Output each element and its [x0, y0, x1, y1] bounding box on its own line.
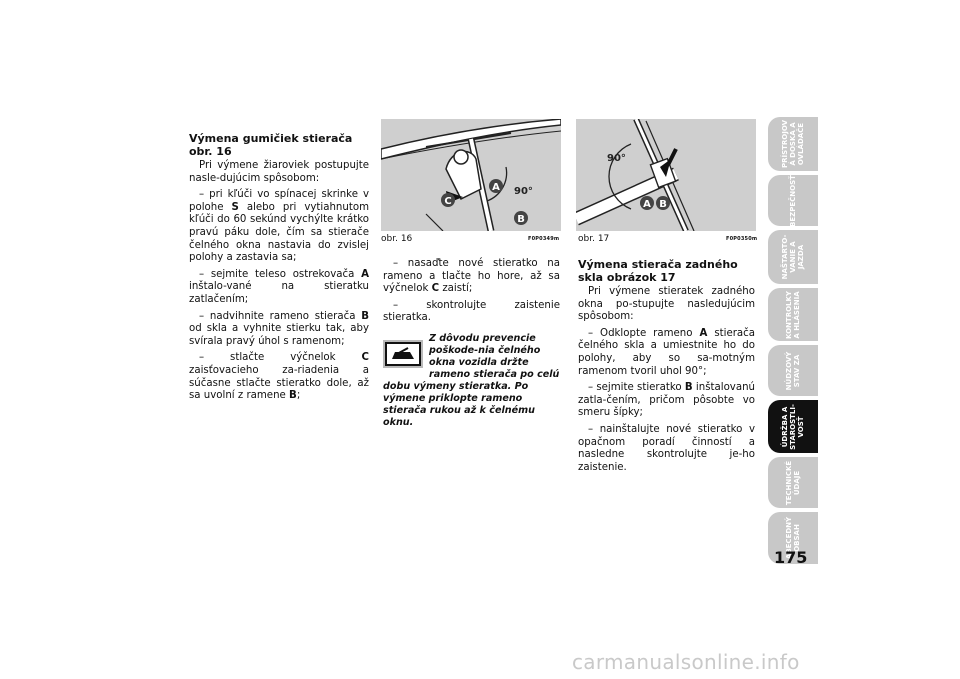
column-right: [578, 258, 755, 478]
figure-17-caption: obr. 17: [578, 234, 610, 244]
figure-17-labels: [576, 119, 756, 231]
step-paragraph: – sejmite teleso ostrekovača A inštalo-vané na stieratku zatlačením;: [189, 268, 369, 305]
column-middle: [383, 258, 560, 329]
page-number: 175: [774, 548, 808, 567]
warning-note: [383, 333, 560, 429]
tab-warning-lights[interactable]: KONTROLKY A HLÁSENIA: [768, 288, 818, 341]
tab-index[interactable]: ABECEDNÝ OBSAH: [768, 512, 818, 564]
label-a: A: [492, 182, 500, 193]
watermark: carmanualsonline.info: [572, 650, 800, 674]
tab-emergency[interactable]: NÚDZOVÝ STAV ZA: [768, 345, 818, 396]
step-paragraph: – sejmite stieratko B inštalovanú zatla-čením, pričom pôsobte vo smeru šípky;: [578, 382, 755, 419]
step-paragraph: – nadvihnite rameno stierača B od skla a vyhnite stierku tak, aby svírala pravý úhol s ramenom;: [189, 310, 369, 347]
figure-16-wiper-illustration: [381, 119, 561, 231]
label-a: A: [643, 199, 651, 210]
angle-label: 90°: [514, 186, 533, 197]
step-paragraph: – nainštalujte nové stieratko v opačnom poradí činností a nasledne skontrolujte je-ho zaistenie.: [578, 423, 755, 473]
figure-17-code: F0P0350m: [726, 236, 758, 242]
warning-text: Z dôvodu prevencie poškode-nia čelného okna vozidla držte rameno stierača po celú dobu výmeny stieratka. Po výmene priklopte rameno stierača rukou až k čelnému oknu.: [383, 333, 560, 428]
tab-dashboard-controls[interactable]: PRÍSTROJOV Á DOSKA A OVLÁDAČE: [768, 117, 818, 171]
label-b: B: [517, 214, 525, 225]
warning-car-icon: [383, 340, 423, 368]
tab-technical-data[interactable]: TECHNICKÉ ÚDAJE: [768, 457, 818, 508]
angle-label: 90°: [607, 153, 626, 164]
section-heading-rear-wiper: Výmena stierača zadného skla obrázok 17: [578, 258, 738, 284]
figure-16-code: F0P0349m: [528, 236, 560, 242]
section-heading-wiper-blades: Výmena gumičiek stierača obr. 16: [189, 132, 353, 158]
intro-paragraph: Pri výmene stieratek zadného okna po-stupujte nasledujúcim spôsobom:: [578, 286, 755, 323]
tab-safety[interactable]: BEZPEČNOSŤ: [768, 175, 818, 226]
label-c: C: [444, 196, 452, 207]
figure-16-caption: obr. 16: [381, 234, 413, 244]
tab-starting-driving[interactable]: NAŠTARTO- VANIE A JAZDA: [768, 230, 818, 284]
step-paragraph: – Odklopte rameno A stierača čelného skla a umiestnite ho do polohy, aby so sa-motným ramenom tvoril uhol 90°;: [578, 327, 755, 377]
intro-paragraph: Pri výmene žiaroviek postupujte nasle-dujúcim spôsobom:: [189, 160, 369, 184]
step-paragraph: – stlačte výčnelok C zaisťovacieho za-riadenia a súčasne stlačte stieratko dole, až sa uvolní z ramene B;: [189, 352, 369, 402]
column-left: [189, 132, 369, 407]
figure-17-rear-wiper-illustration: [576, 119, 756, 231]
figure-16-labels: [381, 119, 561, 231]
step-paragraph: – pri kľúči vo spínacej skrinke v polohe S alebo pri vytiahnutom kľúči do 60 sekúnd vychýlte krátko pravú páku dole, čím sa stierače čelného okna nastavia do zvislej polohy a zastavia sa;: [189, 189, 369, 264]
label-b: B: [659, 199, 667, 210]
tab-maintenance[interactable]: ÚDRŽBA A STAROSTLI- VOSŤ: [768, 400, 818, 453]
step-paragraph: – nasaďte nové stieratko na rameno a tlačte ho hore, až sa výčnelok C zaistí;: [383, 258, 560, 295]
step-paragraph: – skontrolujte zaistenie stieratka.: [383, 299, 560, 324]
